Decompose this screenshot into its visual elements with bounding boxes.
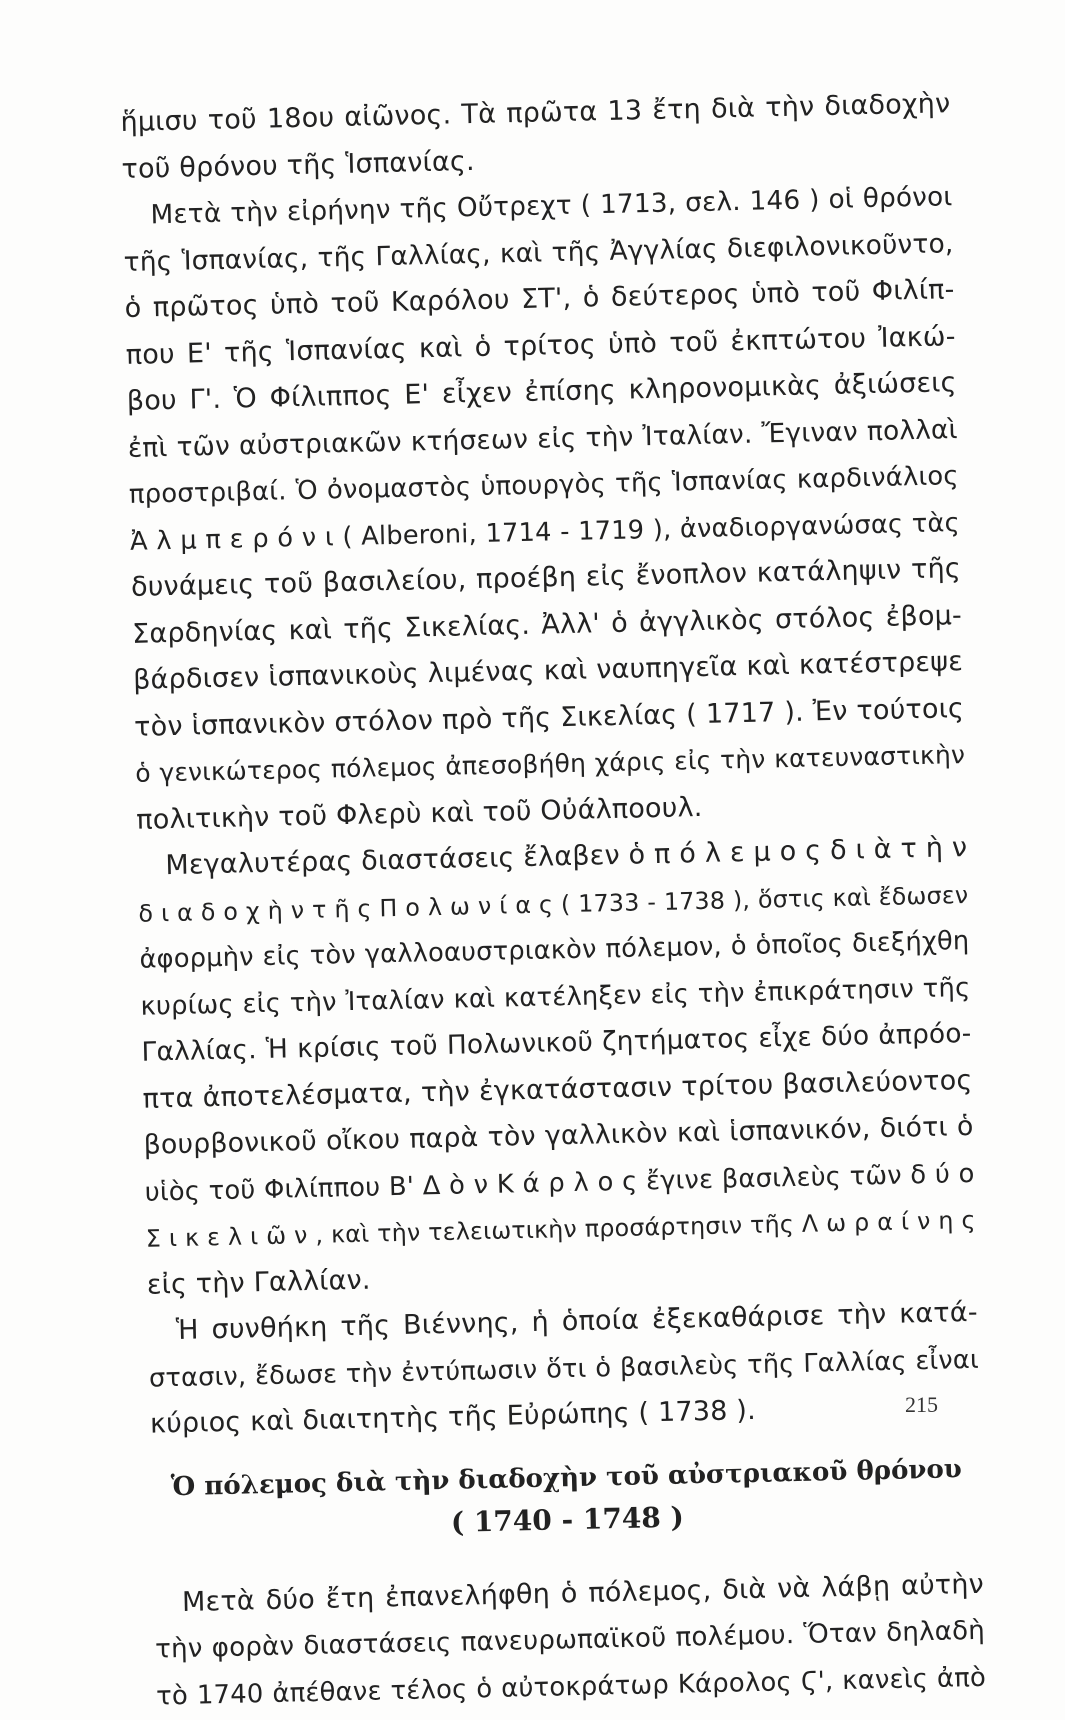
text-line: ἀφορμὴν εἰς τὸν γαλλοαυστριακὸν πόλεμον, ὁ ὁποῖος διεξήχθη	[139, 925, 970, 975]
text-line: πτα ἀποτελέσματα, τὴν ἐγκατάστασιν τρίτου βασιλεύοντος	[142, 1064, 973, 1115]
text-line: τοῦ θρόνου τῆς Ἱσπανίας.	[121, 145, 476, 185]
text-line: τῆς Ἱσπανίας, τῆς Γαλλίας, καὶ τῆς Ἀγγλίας διεφιλονικοῦντο,	[123, 227, 954, 278]
text-line: στασιν, ἔδωσε τὴν ἐντύπωσιν ὅτι ὁ βασιλεὺς τῆς Γαλλίας εἶναι	[148, 1344, 980, 1394]
text-line: υἱὸς τοῦ Φιλίππου Β' Δ ὸ ν Κ ά ρ λ ο ς ἔγινε βασιλεὺς τῶν δ ύ ο	[144, 1158, 975, 1208]
text-line: κυρίως εἰς τὴν Ἰταλίαν καὶ κατέληξεν εἰς τὴν ἐπικράτησιν τῆς	[140, 972, 971, 1022]
text-line: που Ε' τῆς Ἱσπανίας καὶ ὁ τρίτος ὑπὸ τοῦ ἐκπτώτου Ἰακώ-	[125, 320, 956, 371]
section-heading	[151, 1429, 984, 1580]
text-line: προστριβαί. Ὁ ὀνομαστὸς ὑπουργὸς τῆς Ἱσπανίας καρδινάλιος	[128, 461, 960, 510]
text-line: δ ι α δ ο χ ὴ ν τ ῆ ς Π ο λ ω ν ί α ς ( 1733 - 1738 ), ὅστις καὶ ἔδωσεν	[138, 880, 969, 928]
text-line: ὁ γενικώτερος πόλεμος ἀπεσοβήθη χάρις εἰς τὴν κατευναστικὴν	[134, 739, 966, 788]
paragraph-polish-succession	[137, 825, 977, 1309]
text-line: τὸν ἱσπανικὸν στόλον πρὸ τῆς Σικελίας ( 1717 ). Ἐν τούτοις	[133, 692, 965, 743]
text-line: κύριος καὶ διαιτητὴς τῆς Εὐρώπης ( 1738 ).	[149, 1394, 757, 1440]
text-line: τὸ 1740 ἀπέθανε τέλος ὁ αὐτοκράτωρ Κάρολος Ϛ', κανεὶς ἀπὸ	[155, 1662, 987, 1712]
paragraph-vienna-treaty	[147, 1290, 980, 1448]
text-line: βου Γ'. Ὁ Φίλιππος Ε' εἶχεν ἐπίσης κληρονομικὰς ἀξιώσεις	[126, 367, 957, 417]
text-line: Γαλλίας. Ἡ κρίσις τοῦ Πολωνικοῦ ζητήματος εἶχε δύο ἀπρόο-	[141, 1017, 972, 1068]
text-line: εἰς τὴν Γαλλίαν.	[146, 1264, 371, 1301]
text-line: Ἡ συνθήκη τῆς Βιέννης, ἡ ὁποία ἐξεκαθάρισε τὴν κατά-	[175, 1296, 979, 1347]
text-line: ὁ πρῶτος ὑπὸ τοῦ Καρόλου ΣΤ', ὁ δεύτερος ὑπὸ τοῦ Φιλίπ-	[124, 274, 955, 324]
text-line: Μεγαλυτέρας διαστάσεις ἔλαβεν ὁ π ό λ ε μ ο ς δ ι ὰ τ ὴ ν	[165, 831, 968, 882]
text-line: βάρδισεν ἱσπανικοὺς λιμένας καὶ ναυπηγεῖα καὶ κατέστρεψε	[132, 646, 964, 696]
text-line: Σ ι κ ε λ ι ῶ ν , καὶ τὴν τελειωτικὴν προσάρτησιν τῆς Λ ω ρ α ί ν η ς	[145, 1205, 976, 1253]
text-line: Μετὰ τὴν εἰρήνην τῆς Οὔτρεχτ ( 1713, σελ. 146 ) οἱ θρόνοι	[150, 182, 953, 231]
text-line: ἐπὶ τῶν αὐστριακῶν κτήσεων εἰς τὴν Ἰταλίαν. Ἔγιναν πολλαὶ	[127, 414, 959, 464]
paragraph-austrian-succession	[154, 1561, 987, 1719]
text-line: πολιτικὴν τοῦ Φλερὺ καὶ τοῦ Οὐάλποουλ.	[135, 791, 703, 836]
paragraph-utrecht	[122, 174, 967, 844]
text-line: τὴν φορὰν διαστάσεις πανευρωπαϊκοῦ πολέμου. Ὅταν δηλαδὴ	[154, 1615, 986, 1665]
text-line: δυνάμεις τοῦ βασιλείου, προέβη εἰς ἔνοπλον κατάληψιν τῆς	[130, 553, 962, 603]
text-line: Μετὰ δύο ἔτη ἐπανελήφθη ὁ πόλεμος, διὰ νὰ λάβῃ αὐτὴν	[181, 1568, 985, 1618]
text-line: Σαρδηνίας καὶ τῆς Σικελίας. Ἀλλ' ὁ ἀγγλικὸς στόλος ἐβομ-	[131, 599, 963, 650]
text-line: ἥμισυ τοῦ 18ου αἰῶνος. Τὰ πρῶτα 13 ἔτη διὰ τὴν διαδοχὴν	[120, 88, 951, 138]
section-years: ( 1740 - 1748 )	[450, 1500, 685, 1539]
text-line: Ἀ λ μ π ε ρ ό ν ι ( Alberoni, 1714 - 1719 ), ἀναδιοργανώσας τὰς	[129, 507, 961, 557]
section-title: Ὁ πόλεμος διὰ τὴν διαδοχὴν τοῦ αὐστριακοῦ θρόνου	[170, 1453, 963, 1502]
text-line: βουρβονικοῦ οἴκου παρὰ τὸν γαλλικὸν καὶ ἱσπανικόν, διότι ὁ	[143, 1110, 974, 1161]
page-number: 215	[905, 1392, 938, 1417]
text-block	[120, 81, 987, 1719]
